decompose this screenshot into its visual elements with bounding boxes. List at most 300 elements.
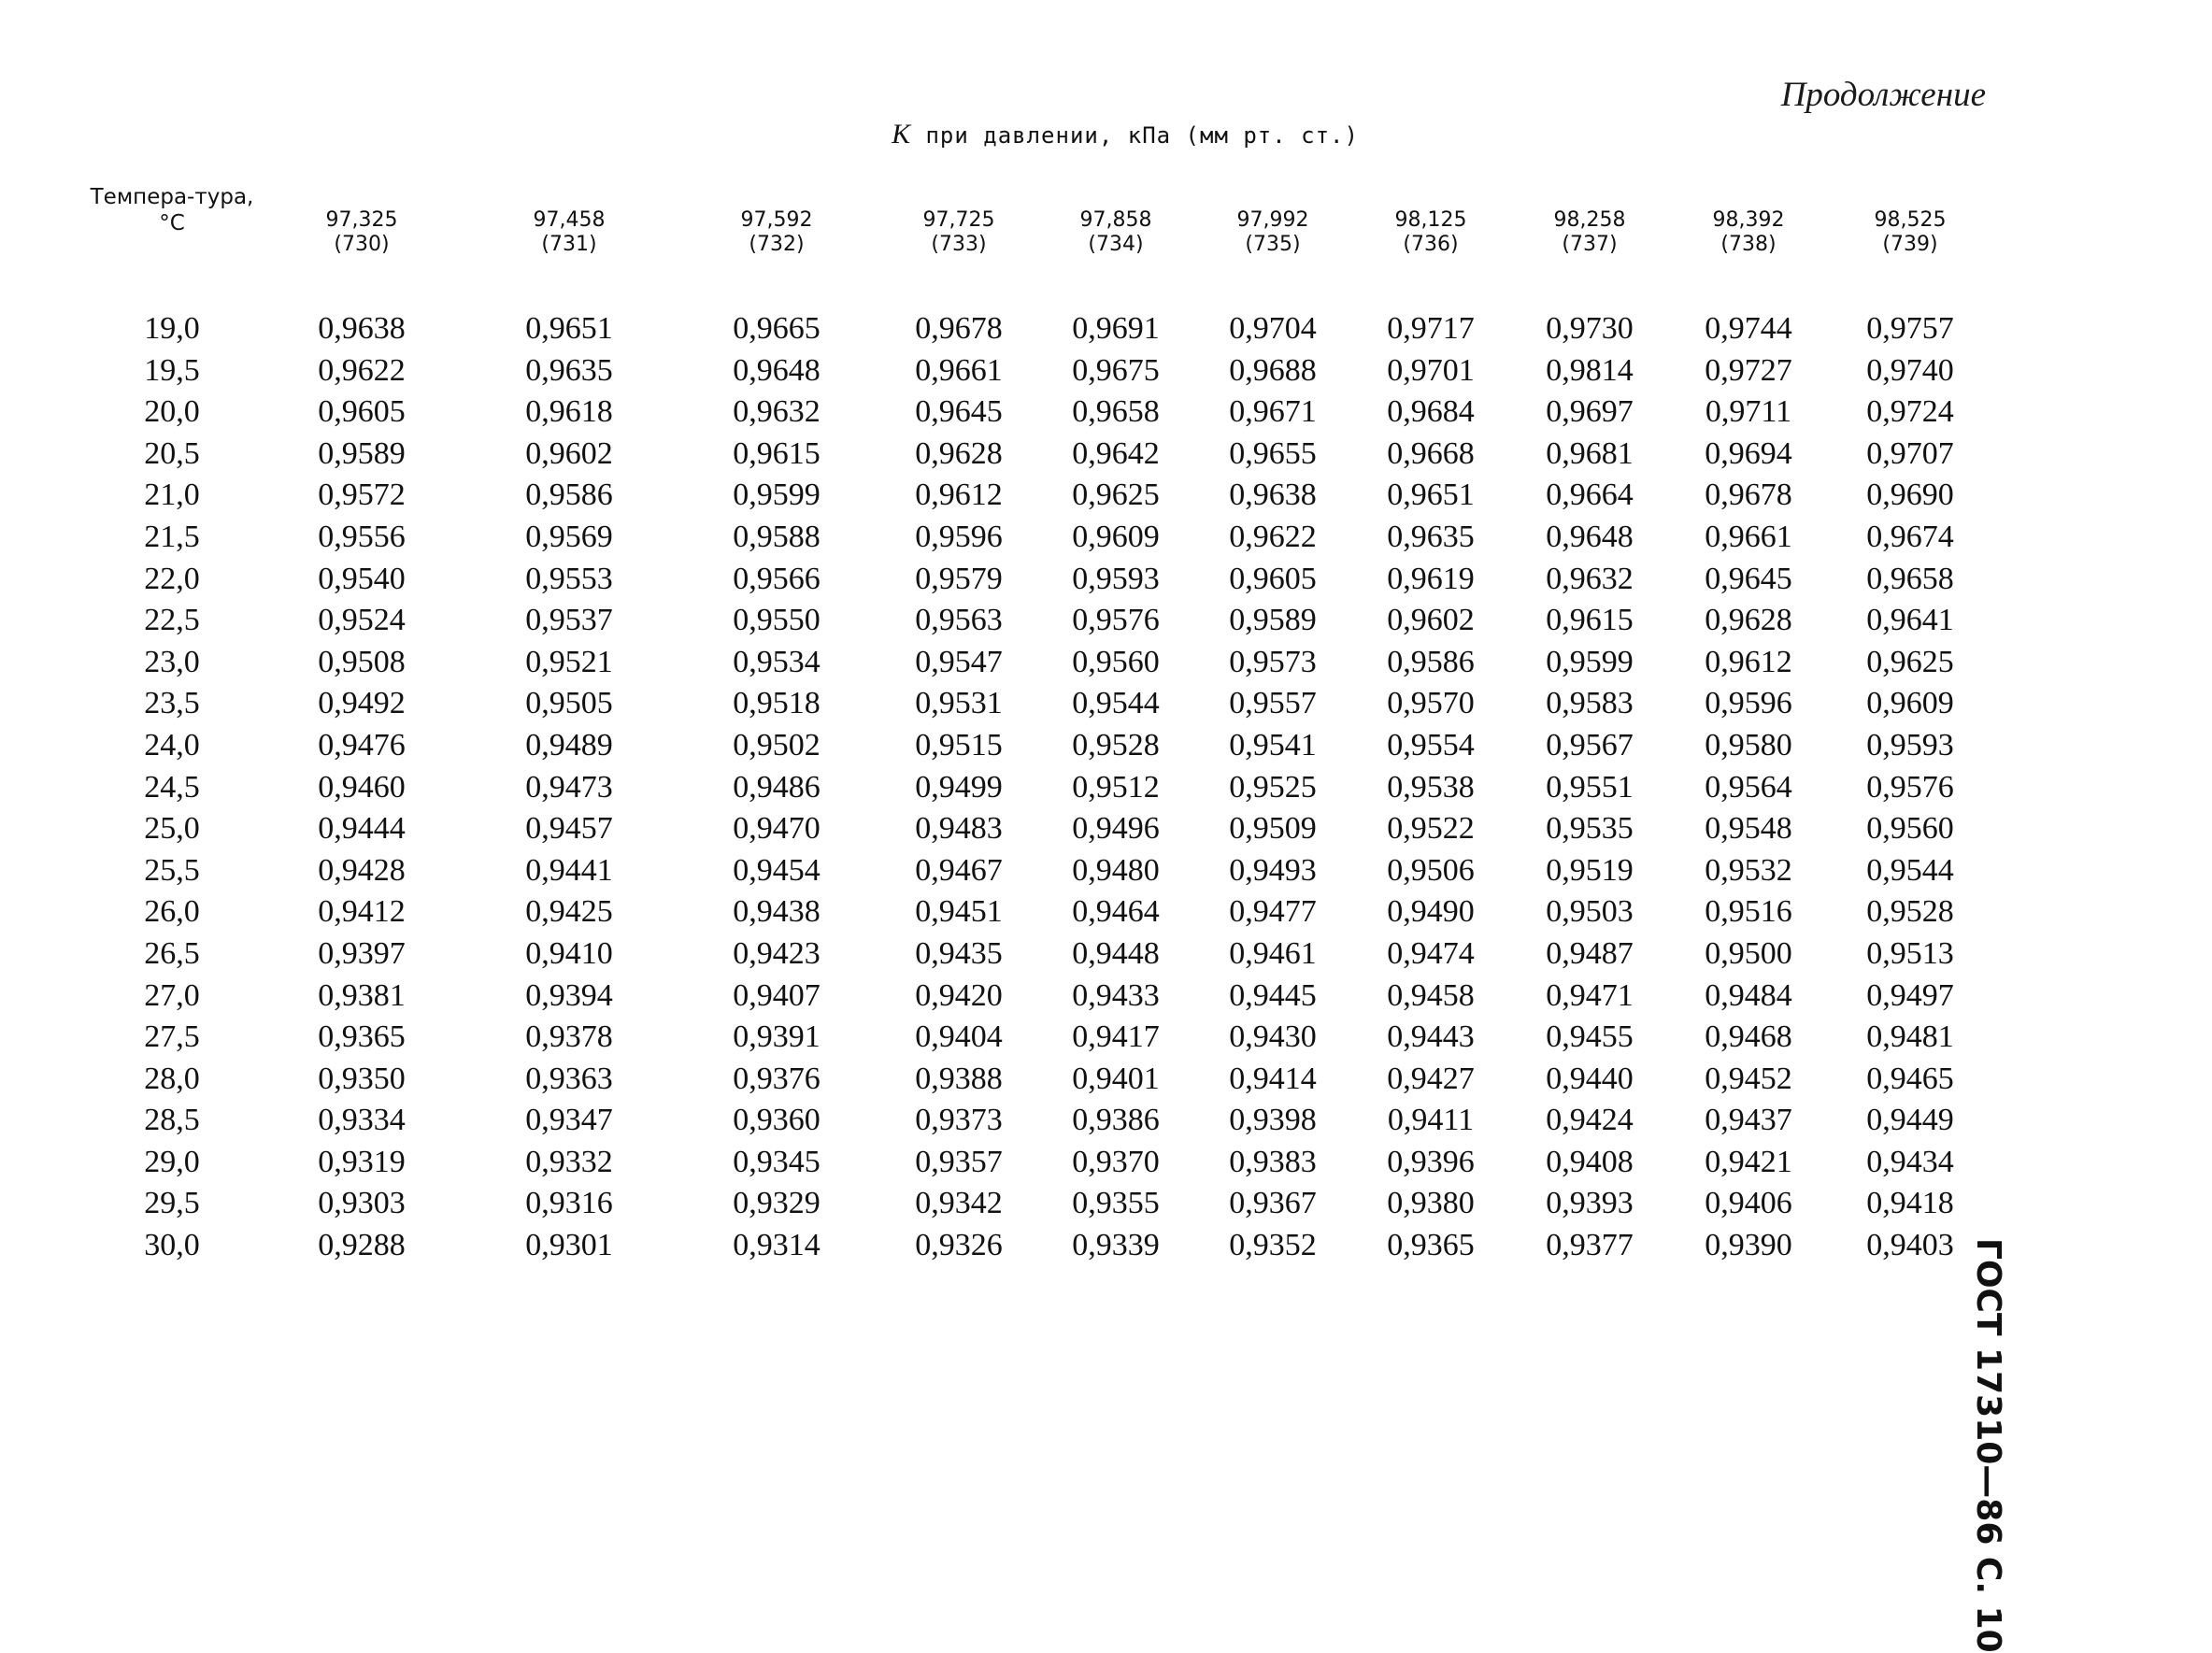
pressure-mmhg: (732) bbox=[749, 233, 805, 256]
k-value: 0,9569 bbox=[525, 519, 613, 554]
k-value: 0,9404 bbox=[915, 1019, 1003, 1055]
k-value: 0,9615 bbox=[1546, 603, 1634, 638]
k-value: 0,9470 bbox=[733, 811, 821, 847]
k-value: 0,9605 bbox=[318, 394, 406, 430]
k-value: 0,9303 bbox=[318, 1186, 406, 1221]
k-value: 0,9481 bbox=[1866, 1019, 1954, 1055]
k-value: 0,9467 bbox=[915, 852, 1003, 888]
k-value: 0,9499 bbox=[915, 769, 1003, 805]
k-value: 0,9518 bbox=[733, 686, 821, 721]
correction-factor-table bbox=[86, 112, 1992, 1267]
k-value: 0,9314 bbox=[733, 1228, 821, 1263]
k-value: 0,9537 bbox=[525, 603, 613, 638]
pressure-kpa: 98,125 bbox=[1394, 208, 1467, 232]
k-value: 0,9540 bbox=[318, 561, 406, 596]
k-value: 0,9548 bbox=[1705, 811, 1792, 847]
k-value: 0,9671 bbox=[1229, 394, 1317, 430]
k-value: 0,9451 bbox=[915, 894, 1003, 930]
k-value: 0,9605 bbox=[1229, 561, 1317, 596]
k-value: 0,9484 bbox=[1705, 977, 1792, 1013]
k-value: 0,9521 bbox=[525, 644, 613, 679]
k-value: 0,9635 bbox=[1387, 519, 1475, 554]
value-column bbox=[1037, 308, 1194, 1267]
pressure-column-header bbox=[465, 157, 673, 308]
k-value: 0,9628 bbox=[1705, 603, 1792, 638]
temperature-value: 23,5 bbox=[144, 686, 200, 721]
k-value: 0,9609 bbox=[1072, 519, 1160, 554]
k-value: 0,9489 bbox=[525, 727, 613, 762]
k-value: 0,9664 bbox=[1546, 477, 1634, 513]
k-value: 0,9428 bbox=[318, 852, 406, 888]
k-value: 0,9668 bbox=[1387, 435, 1475, 471]
k-value: 0,9661 bbox=[1705, 519, 1792, 554]
k-value: 0,9417 bbox=[1072, 1019, 1160, 1055]
k-value: 0,9414 bbox=[1229, 1061, 1317, 1096]
pressure-kpa: 97,458 bbox=[533, 208, 606, 232]
k-value: 0,9697 bbox=[1546, 394, 1634, 430]
k-value: 0,9691 bbox=[1072, 311, 1160, 346]
pressure-kpa: 97,858 bbox=[1079, 208, 1152, 232]
k-value: 0,9509 bbox=[1229, 811, 1317, 847]
k-value: 0,9645 bbox=[915, 394, 1003, 430]
k-value: 0,9665 bbox=[733, 311, 821, 346]
k-value: 0,9645 bbox=[1705, 561, 1792, 596]
k-value: 0,9423 bbox=[733, 935, 821, 971]
value-column bbox=[1828, 308, 1992, 1267]
k-value: 0,9612 bbox=[1705, 644, 1792, 679]
k-value: 0,9580 bbox=[1705, 727, 1792, 762]
k-value: 0,9464 bbox=[1072, 894, 1160, 930]
k-value: 0,9573 bbox=[1229, 644, 1317, 679]
temperature-value: 19,0 bbox=[144, 311, 200, 346]
k-value: 0,9410 bbox=[525, 935, 613, 971]
k-value: 0,9609 bbox=[1866, 686, 1954, 721]
temperature-value: 22,5 bbox=[144, 603, 200, 638]
k-value: 0,9430 bbox=[1229, 1019, 1317, 1055]
k-value: 0,9497 bbox=[1866, 977, 1954, 1013]
k-value: 0,9625 bbox=[1866, 644, 1954, 679]
k-value: 0,9397 bbox=[318, 935, 406, 971]
k-value: 0,9350 bbox=[318, 1061, 406, 1096]
k-value: 0,9532 bbox=[1705, 852, 1792, 888]
temperature-value: 28,5 bbox=[144, 1103, 200, 1138]
temperature-value: 22,0 bbox=[144, 561, 200, 596]
k-value: 0,9658 bbox=[1866, 561, 1954, 596]
k-value: 0,9512 bbox=[1072, 769, 1160, 805]
value-column bbox=[880, 308, 1037, 1267]
pressure-header-row bbox=[86, 157, 1992, 308]
k-value: 0,9651 bbox=[1387, 477, 1475, 513]
k-value: 0,9345 bbox=[733, 1144, 821, 1179]
k-value: 0,9360 bbox=[733, 1103, 821, 1138]
pressure-kpa: 97,592 bbox=[740, 208, 813, 232]
temperature-value: 26,0 bbox=[144, 894, 200, 930]
k-value: 0,9437 bbox=[1705, 1103, 1792, 1138]
k-value: 0,9588 bbox=[733, 519, 821, 554]
k-value: 0,9589 bbox=[1229, 603, 1317, 638]
k-value: 0,9486 bbox=[733, 769, 821, 805]
k-value: 0,9425 bbox=[525, 894, 613, 930]
pressure-mmhg: (739) bbox=[1882, 233, 1938, 256]
k-value: 0,9556 bbox=[318, 519, 406, 554]
k-value: 0,9496 bbox=[1072, 811, 1160, 847]
value-column bbox=[673, 308, 880, 1267]
pressure-mmhg: (735) bbox=[1245, 233, 1301, 256]
continuation-note: Продолжение bbox=[1780, 76, 1986, 114]
k-value: 0,9468 bbox=[1705, 1019, 1792, 1055]
k-value: 0,9457 bbox=[525, 811, 613, 847]
k-value: 0,9332 bbox=[525, 1144, 613, 1179]
temperature-value: 28,0 bbox=[144, 1061, 200, 1096]
k-value: 0,9586 bbox=[1387, 644, 1475, 679]
k-value: 0,9373 bbox=[915, 1103, 1003, 1138]
k-value: 0,9711 bbox=[1705, 394, 1792, 430]
k-value: 0,9444 bbox=[318, 811, 406, 847]
k-value: 0,9483 bbox=[915, 811, 1003, 847]
k-value: 0,9363 bbox=[525, 1061, 613, 1096]
k-value: 0,9674 bbox=[1866, 519, 1954, 554]
k-value: 0,9347 bbox=[525, 1103, 613, 1138]
k-value: 0,9465 bbox=[1866, 1061, 1954, 1096]
k-value: 0,9619 bbox=[1387, 561, 1475, 596]
k-value: 0,9635 bbox=[525, 352, 613, 388]
k-value: 0,9602 bbox=[1387, 603, 1475, 638]
k-value: 0,9661 bbox=[915, 352, 1003, 388]
k-value: 0,9401 bbox=[1072, 1061, 1160, 1096]
temperature-value: 24,0 bbox=[144, 727, 200, 762]
k-value: 0,9586 bbox=[525, 477, 613, 513]
k-value: 0,9352 bbox=[1229, 1228, 1317, 1263]
k-value: 0,9515 bbox=[915, 727, 1003, 762]
k-value: 0,9386 bbox=[1072, 1103, 1160, 1138]
k-value: 0,9528 bbox=[1072, 727, 1160, 762]
k-value: 0,9492 bbox=[318, 686, 406, 721]
k-value: 0,9357 bbox=[915, 1144, 1003, 1179]
k-value: 0,9528 bbox=[1866, 894, 1954, 930]
k-value: 0,9461 bbox=[1229, 935, 1317, 971]
k-value: 0,9301 bbox=[525, 1228, 613, 1263]
k-value: 0,9730 bbox=[1546, 311, 1634, 346]
k-value: 0,9684 bbox=[1387, 394, 1475, 430]
k-value: 0,9427 bbox=[1387, 1061, 1475, 1096]
k-value: 0,9694 bbox=[1705, 435, 1792, 471]
temperature-header bbox=[86, 112, 258, 308]
k-value: 0,9541 bbox=[1229, 727, 1317, 762]
pressure-column-header bbox=[1828, 157, 1992, 308]
k-value: 0,9454 bbox=[733, 852, 821, 888]
pressure-column-header bbox=[1669, 157, 1828, 308]
k-value: 0,9455 bbox=[1546, 1019, 1634, 1055]
k-value: 0,9589 bbox=[318, 435, 406, 471]
k-value: 0,9435 bbox=[915, 935, 1003, 971]
k-value: 0,9534 bbox=[733, 644, 821, 679]
temperature-value: 25,5 bbox=[144, 852, 200, 888]
k-value: 0,9412 bbox=[318, 894, 406, 930]
temperature-value: 20,5 bbox=[144, 435, 200, 471]
k-value: 0,9411 bbox=[1387, 1103, 1475, 1138]
k-value: 0,9438 bbox=[733, 894, 821, 930]
pressure-mmhg: (737) bbox=[1562, 233, 1618, 256]
temperature-value: 25,0 bbox=[144, 811, 200, 847]
k-value: 0,9355 bbox=[1072, 1186, 1160, 1221]
pressure-mmhg: (734) bbox=[1088, 233, 1144, 256]
k-value: 0,9334 bbox=[318, 1103, 406, 1138]
k-value: 0,9566 bbox=[733, 561, 821, 596]
k-value: 0,9655 bbox=[1229, 435, 1317, 471]
k-value: 0,9406 bbox=[1705, 1186, 1792, 1221]
temperature-value: 19,5 bbox=[144, 352, 200, 388]
pressure-mmhg: (736) bbox=[1403, 233, 1459, 256]
k-value: 0,9516 bbox=[1705, 894, 1792, 930]
temperature-value: 24,5 bbox=[144, 769, 200, 805]
k-value: 0,9326 bbox=[915, 1228, 1003, 1263]
k-value: 0,9458 bbox=[1387, 977, 1475, 1013]
k-value: 0,9407 bbox=[733, 977, 821, 1013]
value-column bbox=[1510, 308, 1669, 1267]
pressure-mmhg: (731) bbox=[541, 233, 597, 256]
k-value: 0,9365 bbox=[1387, 1228, 1475, 1263]
k-value: 0,9506 bbox=[1387, 852, 1475, 888]
k-value: 0,9551 bbox=[1546, 769, 1634, 805]
k-value: 0,9377 bbox=[1546, 1228, 1634, 1263]
k-value: 0,9576 bbox=[1866, 769, 1954, 805]
temperature-value: 26,5 bbox=[144, 935, 200, 971]
k-value: 0,9599 bbox=[733, 477, 821, 513]
k-value: 0,9632 bbox=[1546, 561, 1634, 596]
k-value: 0,9567 bbox=[1546, 727, 1634, 762]
pressure-column-header bbox=[880, 157, 1037, 308]
k-value: 0,9596 bbox=[1705, 686, 1792, 721]
k-value: 0,9612 bbox=[915, 477, 1003, 513]
temperature-value: 20,0 bbox=[144, 394, 200, 430]
k-value: 0,9503 bbox=[1546, 894, 1634, 930]
k-value: 0,9443 bbox=[1387, 1019, 1475, 1055]
k-value: 0,9500 bbox=[1705, 935, 1792, 971]
temperature-value: 29,0 bbox=[144, 1144, 200, 1179]
k-value: 0,9547 bbox=[915, 644, 1003, 679]
temperature-value: 27,5 bbox=[144, 1019, 200, 1055]
k-value: 0,9319 bbox=[318, 1144, 406, 1179]
k-value: 0,9513 bbox=[1866, 935, 1954, 971]
k-value: 0,9550 bbox=[733, 603, 821, 638]
temperature-value: 21,0 bbox=[144, 477, 200, 513]
pressure-mmhg: (733) bbox=[931, 233, 987, 256]
k-value: 0,9727 bbox=[1705, 352, 1792, 388]
pressure-column-header bbox=[1194, 157, 1351, 308]
k-value: 0,9622 bbox=[1229, 519, 1317, 554]
k-value: 0,9563 bbox=[915, 603, 1003, 638]
k-value: 0,9421 bbox=[1705, 1144, 1792, 1179]
k-value: 0,9474 bbox=[1387, 935, 1475, 971]
k-value: 0,9493 bbox=[1229, 852, 1317, 888]
k-value: 0,9553 bbox=[525, 561, 613, 596]
k-value: 0,9424 bbox=[1546, 1103, 1634, 1138]
k-value: 0,9651 bbox=[525, 311, 613, 346]
k-value: 0,9420 bbox=[915, 977, 1003, 1013]
k-value: 0,9740 bbox=[1866, 352, 1954, 388]
k-value: 0,9471 bbox=[1546, 977, 1634, 1013]
k-value: 0,9473 bbox=[525, 769, 613, 805]
pressure-kpa: 98,525 bbox=[1874, 208, 1947, 232]
k-value: 0,9391 bbox=[733, 1019, 821, 1055]
k-value: 0,9508 bbox=[318, 644, 406, 679]
k-value: 0,9365 bbox=[318, 1019, 406, 1055]
k-value: 0,9724 bbox=[1866, 394, 1954, 430]
k-value: 0,9329 bbox=[733, 1186, 821, 1221]
value-column bbox=[1194, 308, 1351, 1267]
pressure-kpa: 97,325 bbox=[325, 208, 398, 232]
k-value: 0,9477 bbox=[1229, 894, 1317, 930]
k-value: 0,9658 bbox=[1072, 394, 1160, 430]
k-value: 0,9572 bbox=[318, 477, 406, 513]
k-value: 0,9380 bbox=[1387, 1186, 1475, 1221]
k-value: 0,9593 bbox=[1866, 727, 1954, 762]
pressure-column-header bbox=[1351, 157, 1510, 308]
k-value: 0,9599 bbox=[1546, 644, 1634, 679]
temperature-header-label: Темпера-тура, °С bbox=[90, 185, 254, 235]
k-value: 0,9448 bbox=[1072, 935, 1160, 971]
pressure-kpa: 97,992 bbox=[1236, 208, 1309, 232]
k-value: 0,9570 bbox=[1387, 686, 1475, 721]
pressure-kpa: 98,258 bbox=[1553, 208, 1626, 232]
k-value: 0,9641 bbox=[1866, 603, 1954, 638]
k-value: 0,9544 bbox=[1866, 852, 1954, 888]
k-value: 0,9717 bbox=[1387, 311, 1475, 346]
k-value: 0,9564 bbox=[1705, 769, 1792, 805]
k-value: 0,9615 bbox=[733, 435, 821, 471]
k-value: 0,9648 bbox=[733, 352, 821, 388]
k-value: 0,9316 bbox=[525, 1186, 613, 1221]
k-value: 0,9449 bbox=[1866, 1103, 1954, 1138]
k-value: 0,9367 bbox=[1229, 1186, 1317, 1221]
k-value: 0,9602 bbox=[525, 435, 613, 471]
k-value: 0,9383 bbox=[1229, 1144, 1317, 1179]
temperature-value: 30,0 bbox=[144, 1228, 200, 1263]
k-value: 0,9441 bbox=[525, 852, 613, 888]
k-value: 0,9707 bbox=[1866, 435, 1954, 471]
k-value: 0,9342 bbox=[915, 1186, 1003, 1221]
value-column bbox=[258, 308, 465, 1267]
k-value: 0,9678 bbox=[1705, 477, 1792, 513]
pressure-kpa: 98,392 bbox=[1712, 208, 1785, 232]
k-value: 0,9487 bbox=[1546, 935, 1634, 971]
pressure-mmhg: (738) bbox=[1720, 233, 1777, 256]
k-value: 0,9480 bbox=[1072, 852, 1160, 888]
k-value: 0,9596 bbox=[915, 519, 1003, 554]
k-value: 0,9538 bbox=[1387, 769, 1475, 805]
k-value: 0,9452 bbox=[1705, 1061, 1792, 1096]
k-value: 0,9579 bbox=[915, 561, 1003, 596]
k-value: 0,9638 bbox=[318, 311, 406, 346]
temperature-value: 23,0 bbox=[144, 644, 200, 679]
k-value: 0,9505 bbox=[525, 686, 613, 721]
k-value: 0,9396 bbox=[1387, 1144, 1475, 1179]
k-value: 0,9525 bbox=[1229, 769, 1317, 805]
k-value: 0,9814 bbox=[1546, 352, 1634, 388]
k-value: 0,9434 bbox=[1866, 1144, 1954, 1179]
k-value: 0,9403 bbox=[1866, 1228, 1954, 1263]
k-value: 0,9440 bbox=[1546, 1061, 1634, 1096]
k-value: 0,9339 bbox=[1072, 1228, 1160, 1263]
k-value: 0,9388 bbox=[915, 1061, 1003, 1096]
k-value: 0,9560 bbox=[1072, 644, 1160, 679]
value-column bbox=[1669, 308, 1828, 1267]
k-value: 0,9522 bbox=[1387, 811, 1475, 847]
value-column bbox=[1351, 308, 1510, 1267]
k-value: 0,9704 bbox=[1229, 311, 1317, 346]
k-value: 0,9690 bbox=[1866, 477, 1954, 513]
k-value: 0,9490 bbox=[1387, 894, 1475, 930]
k-value: 0,9593 bbox=[1072, 561, 1160, 596]
pressure-column-header bbox=[673, 157, 880, 308]
k-value: 0,9675 bbox=[1072, 352, 1160, 388]
k-value: 0,9583 bbox=[1546, 686, 1634, 721]
pressure-group-header bbox=[258, 112, 1992, 157]
k-value: 0,9476 bbox=[318, 727, 406, 762]
k-value: 0,9524 bbox=[318, 603, 406, 638]
page-number-label: ГОСТ 17310—86 С. 10 bbox=[1969, 1238, 2007, 1653]
k-value: 0,9519 bbox=[1546, 852, 1634, 888]
temperature-column bbox=[86, 308, 258, 1267]
k-value: 0,9632 bbox=[733, 394, 821, 430]
pressure-kpa: 97,725 bbox=[922, 208, 995, 232]
k-value: 0,9445 bbox=[1229, 977, 1317, 1013]
k-value: 0,9370 bbox=[1072, 1144, 1160, 1179]
k-value: 0,9544 bbox=[1072, 686, 1160, 721]
k-value: 0,9408 bbox=[1546, 1144, 1634, 1179]
k-value: 0,9622 bbox=[318, 352, 406, 388]
table-body-row bbox=[86, 308, 1992, 1267]
value-column bbox=[465, 308, 673, 1267]
k-value: 0,9648 bbox=[1546, 519, 1634, 554]
k-value: 0,9678 bbox=[915, 311, 1003, 346]
temperature-value: 29,5 bbox=[144, 1186, 200, 1221]
temperature-value: 21,5 bbox=[144, 519, 200, 554]
k-value: 0,9642 bbox=[1072, 435, 1160, 471]
k-value: 0,9531 bbox=[915, 686, 1003, 721]
pressure-column-header bbox=[1510, 157, 1669, 308]
k-value: 0,9757 bbox=[1866, 311, 1954, 346]
k-value: 0,9378 bbox=[525, 1019, 613, 1055]
k-value: 0,9418 bbox=[1866, 1186, 1954, 1221]
k-value: 0,9502 bbox=[733, 727, 821, 762]
k-value: 0,9394 bbox=[525, 977, 613, 1013]
k-value: 0,9554 bbox=[1387, 727, 1475, 762]
k-value: 0,9701 bbox=[1387, 352, 1475, 388]
k-value: 0,9638 bbox=[1229, 477, 1317, 513]
k-value: 0,9376 bbox=[733, 1061, 821, 1096]
k-value: 0,9433 bbox=[1072, 977, 1160, 1013]
k-value: 0,9460 bbox=[318, 769, 406, 805]
k-value: 0,9576 bbox=[1072, 603, 1160, 638]
k-value: 0,9557 bbox=[1229, 686, 1317, 721]
k-value: 0,9681 bbox=[1546, 435, 1634, 471]
k-value: 0,9688 bbox=[1229, 352, 1317, 388]
k-value: 0,9625 bbox=[1072, 477, 1160, 513]
pressure-group-label: при давлении, кПа (мм рт. ст.) bbox=[925, 122, 1359, 149]
k-value: 0,9535 bbox=[1546, 811, 1634, 847]
k-value: 0,9393 bbox=[1546, 1186, 1634, 1221]
k-value: 0,9381 bbox=[318, 977, 406, 1013]
temperature-value: 27,0 bbox=[144, 977, 200, 1013]
k-symbol: К bbox=[892, 119, 911, 150]
k-value: 0,9288 bbox=[318, 1228, 406, 1263]
k-value: 0,9390 bbox=[1705, 1228, 1792, 1263]
k-value: 0,9560 bbox=[1866, 811, 1954, 847]
k-value: 0,9744 bbox=[1705, 311, 1792, 346]
pressure-column-header bbox=[1037, 157, 1194, 308]
k-value: 0,9618 bbox=[525, 394, 613, 430]
